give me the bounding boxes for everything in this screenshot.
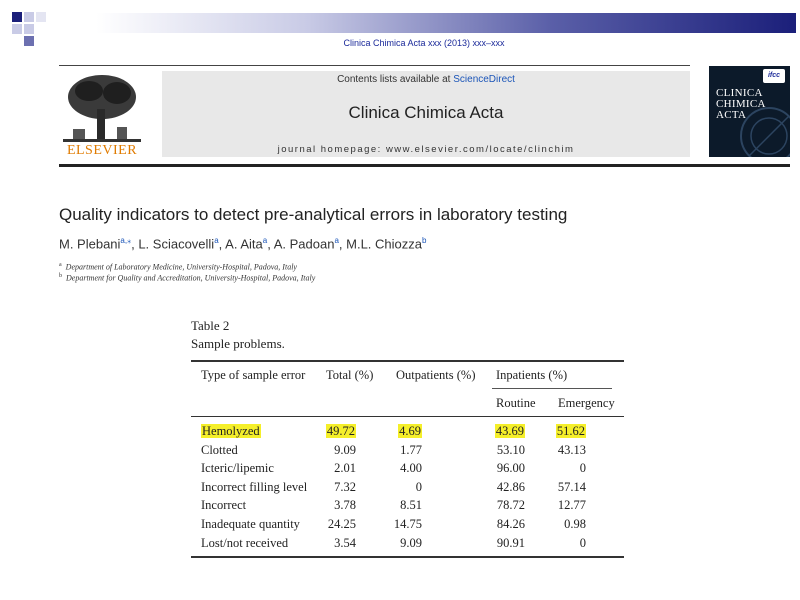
table-top-rule: [191, 360, 624, 362]
highlighted-value: 43.69: [495, 424, 524, 438]
highlighted-value: 4.69: [399, 424, 421, 438]
table-cell-outpatients: 9.09: [400, 535, 422, 550]
author-sup: a: [334, 236, 339, 245]
header-outpatients: Outpatients (%): [396, 368, 476, 382]
table-cell-outpatients: [362, 424, 422, 439]
table-cell-emergency: 43.13: [557, 442, 586, 457]
table-cell-outpatients: 14.75: [393, 517, 422, 531]
corner-square: [12, 24, 22, 34]
author-name: A. Padoan: [273, 236, 335, 252]
journal-header-box: [162, 71, 690, 157]
affiliation-sup: b: [59, 273, 62, 279]
table-cell-total: 24.25: [327, 517, 356, 531]
header-routine: Routine: [496, 396, 536, 410]
header-emergency: Emergency: [558, 396, 615, 410]
author-list: M. Plebani$^{a,⁎}$, L. Sciacovelli$^a$, A. Aita$^a$, A. Padoan$^a$, M.L. Chiozza$^b$: [59, 236, 427, 252]
table-cell-outpatients: 4.00: [400, 461, 422, 476]
sciencedirect-link[interactable]: ScienceDirect: [453, 74, 515, 85]
table-cell-outpatients: 1.77: [400, 442, 422, 457]
table-header-rule: [191, 416, 624, 417]
affiliation: [59, 262, 297, 272]
table-cell-routine: 53.10: [496, 442, 525, 457]
author-sup: a: [262, 236, 268, 245]
table-cell-type: [201, 424, 261, 439]
table-cell-type: Incorrect filling level: [201, 479, 308, 494]
journal-cover: [709, 66, 790, 157]
contents-prefix: Contents lists available at: [337, 74, 454, 85]
table-bottom-rule: [191, 556, 624, 558]
header-total: Total (%): [326, 368, 374, 382]
journal-name: Clinica Chimica Acta: [348, 103, 504, 122]
affiliation-sup: a: [59, 262, 62, 268]
citation-line: Clinica Chimica Acta xxx (2013) xxx–xxx: [343, 38, 505, 48]
cover-title-line: CHIMICA: [716, 98, 766, 110]
inpatients-subrule: [492, 388, 612, 389]
table-subcaption: Sample problems.: [191, 336, 285, 351]
cover-title-line: CLINICA: [716, 87, 763, 99]
affiliation-text: Department for Quality and Accreditation, University-Hospital, Padova, Italy: [66, 273, 316, 283]
author-name: M. Plebani: [59, 236, 121, 252]
table-cell-type: Incorrect: [201, 498, 247, 513]
author-sup: a: [214, 236, 219, 245]
corner-square: [24, 12, 34, 22]
ifcc-badge: ifcc: [763, 69, 785, 83]
author-sup: b: [422, 236, 427, 245]
corner-square: [36, 12, 46, 22]
table-cell-total: 9.09: [334, 442, 356, 457]
table-cell-total: 7.32: [334, 479, 356, 494]
publisher-name: ELSEVIER: [66, 143, 138, 158]
table-cell-routine: 96.00: [496, 461, 525, 476]
table-cell-outpatients: 0: [415, 479, 422, 494]
corner-square: [24, 24, 34, 34]
highlighted-value: Hemolyzed: [202, 424, 260, 438]
author-name: L. Sciacovelli: [138, 236, 215, 252]
cover-title: [716, 88, 766, 121]
table-cell-emergency: 0: [579, 461, 586, 476]
contents-line: [162, 74, 690, 85]
paper-title: Quality indicators to detect pre-analytical errors in laboratory testing: [59, 205, 568, 224]
table-cell-routine: 42.86: [496, 479, 525, 494]
table-cell-emergency: 0: [579, 535, 586, 550]
header-type: Type of sample error: [201, 368, 306, 382]
header-thick-rule: [59, 164, 790, 167]
table-cell-emergency: [526, 424, 586, 439]
table-caption: Table 2: [191, 318, 230, 333]
table-cell-routine: 84.26: [496, 517, 525, 531]
affiliation: [59, 273, 315, 283]
highlighted-value: 49.72: [326, 424, 355, 438]
highlighted-value: 51.62: [556, 424, 585, 438]
slide-title-bar: [96, 13, 796, 33]
table-cell-emergency: 0.98: [564, 517, 586, 531]
header-rule: [59, 65, 690, 66]
author-name: M.L. Chiozza: [346, 236, 422, 252]
table-cell-outpatients: 8.51: [400, 498, 422, 513]
cover-title-line: ACTA: [716, 109, 747, 121]
table-cell-routine: 90.91: [496, 535, 525, 550]
table-cell-type: Clotted: [201, 442, 238, 457]
author-name: A. Aita: [225, 236, 263, 252]
table-cell-type: Inadequate quantity: [201, 517, 300, 531]
table-cell-type: Icteric/lipemic: [201, 461, 274, 476]
table-cell-routine: 78.72: [496, 498, 525, 513]
table-cell-emergency: 12.77: [557, 498, 586, 513]
author-sup: a,⁎: [120, 236, 132, 245]
affiliation-text: Department of Laboratory Medicine, University-Hospital, Padova, Italy: [65, 262, 297, 272]
corner-square: [12, 12, 22, 22]
table-cell-type: Lost/not received: [201, 535, 289, 550]
header-inpatients: Inpatients (%): [496, 368, 568, 382]
journal-homepage: journal homepage: www.elsevier.com/locate/clinchim: [277, 144, 575, 155]
table-cell-total: 3.54: [334, 535, 356, 550]
table-cell-emergency: 57.14: [557, 479, 586, 494]
table-cell-total: 3.78: [334, 498, 356, 513]
table-cell-routine: [465, 424, 525, 439]
table-cell-total: 2.01: [334, 461, 356, 476]
table-cell-total: [296, 424, 356, 439]
